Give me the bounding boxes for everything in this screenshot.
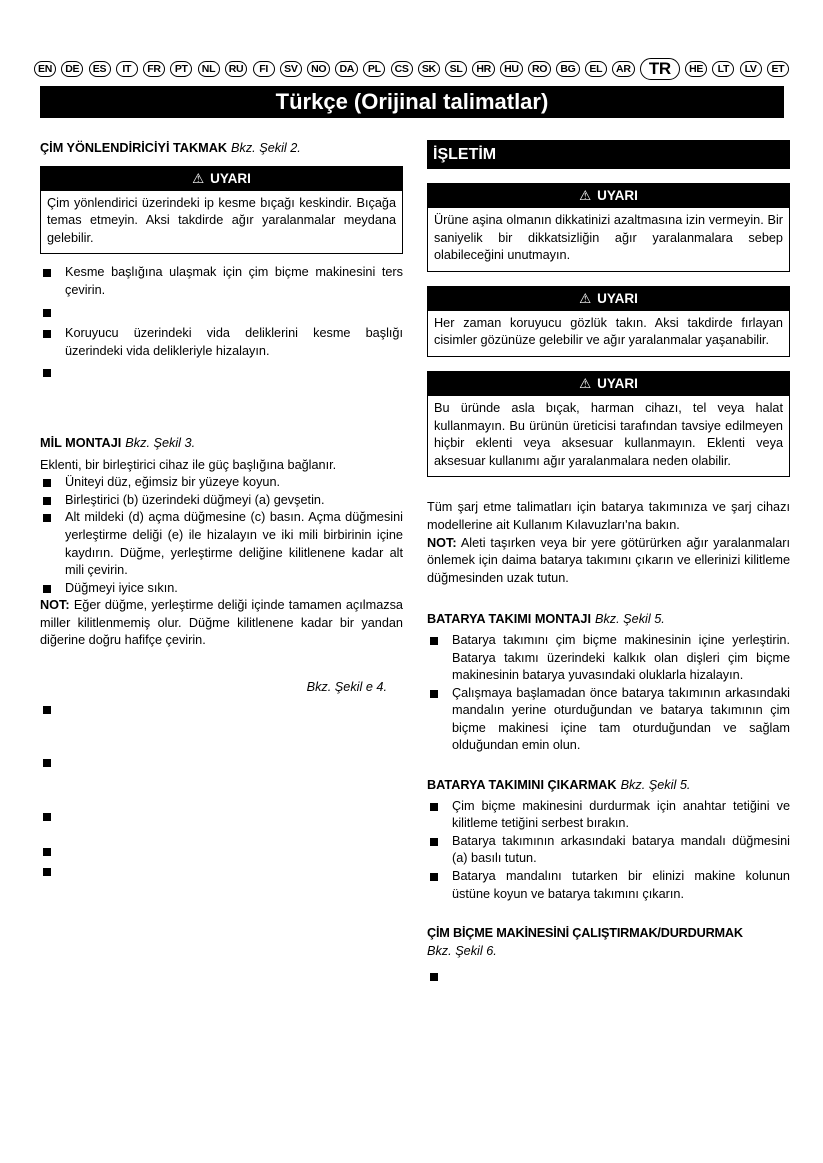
language-tab-en: EN xyxy=(34,61,56,77)
language-tab-ar: AR xyxy=(612,61,635,77)
list-item xyxy=(40,843,403,861)
language-tab-da: DA xyxy=(335,61,358,77)
warning-title: UYARI xyxy=(597,375,638,391)
list-item: Kesme başlığına ulaşmak için çim biçme makinesini ters çevirin. xyxy=(40,264,403,299)
list-item: Koruyucu üzerindeki vida deliklerini kesme başlığı üzerindeki vida delikleriyle hizalayın. xyxy=(40,325,403,360)
warning-title: UYARI xyxy=(597,290,638,306)
warning-text: Bu üründe asla bıçak, harman cihazı, tel veya halat kullanmayın. Bu ürünün üreticisi tarafından tavsiye edilmeyen hiçbir eklenti veya aksesuar kullanmayın. Eklenti veya aksesuar kullanımı ağır yaralanmalara neden olabilir. xyxy=(434,400,783,468)
language-tab-tr: TR xyxy=(640,58,680,80)
language-tab-sl: SL xyxy=(445,61,467,77)
language-tab-it: IT xyxy=(116,61,138,77)
warning-triangle-icon: ⚠ xyxy=(192,170,205,186)
list-item xyxy=(40,754,403,772)
list-item: Batarya takımını çim biçme makinesinin içine yerleştirin. Batarya takımı üzerindeki kalkık olan dişleri çim biçme makinesinin batarya yuvasındaki oluklarla hizalayın. xyxy=(427,632,790,685)
section-heading: MİL MONTAJI Bkz. Şekil 3. xyxy=(40,435,196,450)
language-tab-el: EL xyxy=(585,61,607,77)
language-tab-cs: CS xyxy=(391,61,413,77)
list-item xyxy=(40,863,403,881)
list-item: Düğmeyi iyice sıkın. xyxy=(40,580,403,598)
warning-text: Ürüne aşina olmanın dikkatinizi azaltmasına izin vermeyin. Bir saniyelik bir dikkatsizliğin ağır yaralanmalara sebep olabileceğini unutmayın. xyxy=(434,213,783,263)
language-tab-lt: LT xyxy=(712,61,734,77)
list-item: Batarya takımının arkasındaki batarya mandalı düğmesini (a) basılı tutun. xyxy=(427,833,790,868)
language-tab-pt: PT xyxy=(170,61,192,77)
right-column xyxy=(427,140,790,986)
warning-triangle-icon: ⚠ xyxy=(579,375,592,391)
warning-box xyxy=(40,166,403,255)
language-tab-pl: PL xyxy=(363,61,385,77)
language-tab-de: DE xyxy=(61,61,83,77)
note-paragraph: NOT: Eğer düğme, yerleştirme deliği içinde tamamen açılmazsa miller kilitlenmemiş olur. Düğme kilitlenene kadar bir yandan diğerine doğru hafifçe çevirin. xyxy=(40,598,403,648)
language-tab-ro: RO xyxy=(528,61,551,77)
paragraph: Tüm şarj etme talimatları için batarya takımınıza ve şarj cihazı modellerine ait Kullanım Kılavuzları'na bakın. xyxy=(427,500,790,532)
warning-text: Her zaman koruyucu gözlük takın. Aksi takdirde fırlayan cisimler gözünüze gelebilir ve ağır yaralanmalar yaşanabilir. xyxy=(434,315,783,348)
warning-title: UYARI xyxy=(210,170,251,186)
warning-box xyxy=(427,286,790,357)
language-bar xyxy=(34,58,789,80)
section-heading: Bkz. Şekil e 4. xyxy=(306,680,387,695)
section-heading: BATARYA TAKIMI MONTAJI Bkz. Şekil 5. xyxy=(427,612,665,627)
language-tab-no: NO xyxy=(307,61,330,77)
language-tab-bg: BG xyxy=(556,61,579,77)
list-item: Çalışmaya başlamadan önce batarya takımının arkasındaki mandalın yerine oturduğundan ve batarya takımının çim biçme makinesi içine tam oturduğundan ve sağlam olduğundan emin olun. xyxy=(427,685,790,755)
list-item: Çim biçme makinesini durdurmak için anahtar tetiğini ve kilitleme tetiğini serbest bırakın. xyxy=(427,798,790,833)
note-paragraph: NOT: Aleti taşırken veya bir yere götürürken ağır yaralanmaları önlemek için daima batarya takımını çıkarın ve ellerinizi kilitleme düğmesinden uzak tutun. xyxy=(427,535,790,585)
list-item xyxy=(40,701,403,719)
language-tab-hu: HU xyxy=(500,61,523,77)
language-tab-fi: FI xyxy=(253,61,275,77)
warning-title: UYARI xyxy=(597,188,638,203)
language-tab-hr: HR xyxy=(472,61,495,77)
language-tab-et: ET xyxy=(767,61,789,77)
list-item: Birleştirici (b) üzerindeki düğmeyi (a) gevşetin. xyxy=(40,492,403,510)
section-heading: ÇİM YÖNLENDİRİCİYİ TAKMAK Bkz. Şekil 2. xyxy=(40,141,301,155)
section-title: İŞLETİM xyxy=(427,140,790,169)
language-tab-he: HE xyxy=(685,61,707,77)
list-item xyxy=(40,808,403,826)
warning-text: Çim yönlendirici üzerindeki ip kesme bıçağı keskindir. Bıçağa temas etmeyin. Aksi takdirde ağır yaralanmalar meydana gelebilir. xyxy=(47,195,396,245)
list-item: Üniteyi düz, eğimsiz bir yüzeye koyun. xyxy=(40,474,403,492)
paragraph: Eklenti, bir birleştirici cihaz ile güç başlığına bağlanır. xyxy=(40,457,337,472)
language-tab-sv: SV xyxy=(280,61,302,77)
warning-box xyxy=(427,371,790,477)
language-tab-lv: LV xyxy=(740,61,762,77)
list-item xyxy=(40,304,403,322)
list-item: Batarya mandalını tutarken bir elinizi makine kolunun üstüne koyun ve batarya takımını çıkarın. xyxy=(427,868,790,903)
section-heading: BATARYA TAKIMINI ÇIKARMAK Bkz. Şekil 5. xyxy=(427,778,691,793)
list-item xyxy=(40,364,403,382)
list-item xyxy=(427,968,790,986)
language-tab-fr: FR xyxy=(143,61,165,77)
page-title: Türkçe (Orijinal talimatlar) xyxy=(40,86,784,118)
warning-triangle-icon: ⚠ xyxy=(579,290,592,306)
left-column xyxy=(40,140,403,881)
language-tab-ru: RU xyxy=(225,61,248,77)
language-tab-es: ES xyxy=(89,61,111,77)
section-heading: ÇİM BİÇME MAKİNESİNİ ÇALIŞTIRMAK/DURDURMAK xyxy=(427,926,743,941)
warning-triangle-icon: ⚠ xyxy=(579,188,592,203)
list-item: Alt mildeki (d) açma düğmesine (c) basın. Açma düğmesini yerleştirme deliği (e) ile hizalayın ve iki mili birbirinin içine kaydırın. Düğme, yerleştirme deliğine kilitlenene kadar alt mili çevirin. xyxy=(40,509,403,579)
language-tab-sk: SK xyxy=(418,61,440,77)
warning-box xyxy=(427,183,790,272)
language-tab-nl: NL xyxy=(198,61,220,77)
figure-reference: Bkz. Şekil 6. xyxy=(427,943,497,958)
